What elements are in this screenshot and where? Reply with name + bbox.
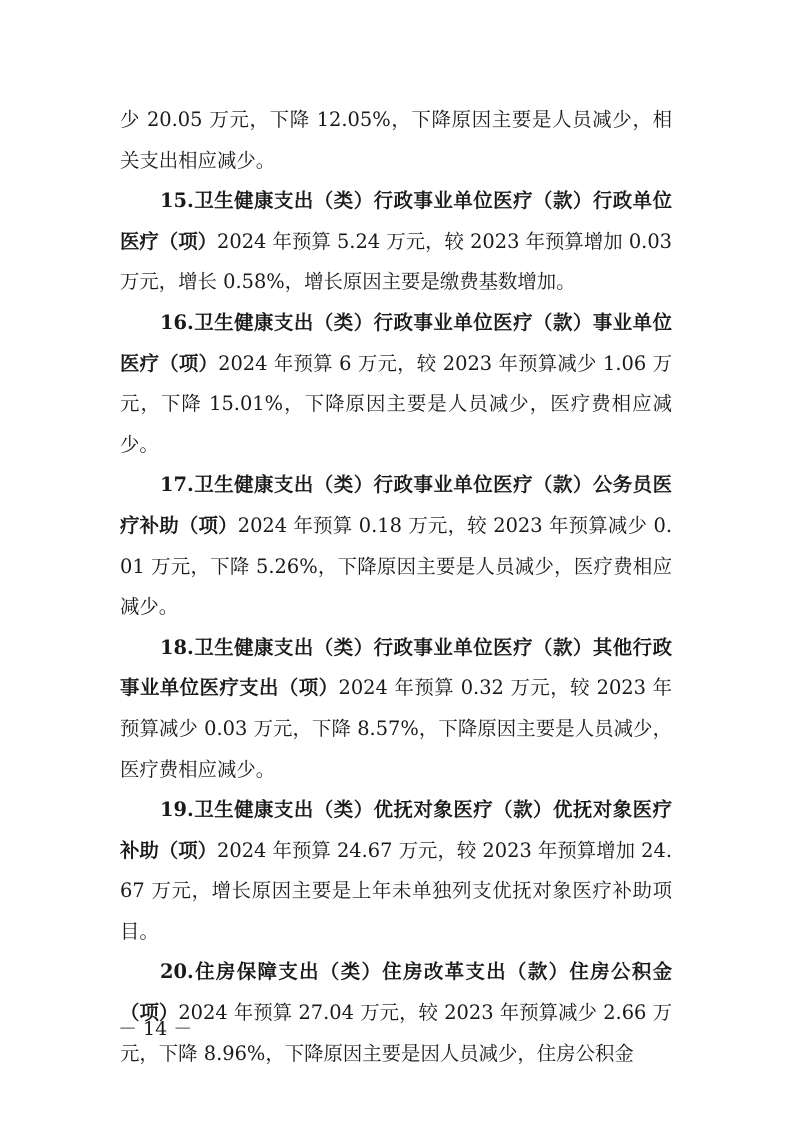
item-paragraph-17 <box>120 465 672 627</box>
item-paragraph-19 <box>120 790 672 952</box>
item-heading: 18.卫生健康支出（类）行政事业单位医疗（款）其他行政事业单位医疗支出（项） <box>120 635 672 700</box>
item-body: 2024 年预算 0.32 万元，较 2023 年预算减少 0.03 万元，下降 8.57%，下降原因主要是人员减少，医疗费相应减少。 <box>120 676 672 781</box>
item-paragraph-16 <box>120 303 672 465</box>
item-paragraph-20 <box>120 952 672 1074</box>
document-body <box>120 100 672 1074</box>
item-heading: 19.卫生健康支出（类）优抚对象医疗（款）优抚对象医疗补助（项） <box>120 798 672 862</box>
item-heading: 15.卫生健康支出（类）行政事业单位医疗（款）行政单位医疗（项） <box>120 189 672 253</box>
item-heading: 20.住房保障支出（类）住房改革支出（款）住房公积金（项） <box>120 960 672 1025</box>
item-body: 2024 年预算 6 万元，较 2023 年预算减少 1.06 万元，下降 15.01%，下降原因主要是人员减少，医疗费相应减少。 <box>120 351 672 456</box>
page-number: － 14 － <box>118 1018 193 1040</box>
continuation-paragraph: 少 20.05 万元，下降 12.05%，下降原因主要是人员减少，相关支出相应减少。 <box>120 108 672 172</box>
item-heading: 16.卫生健康支出（类）行政事业单位医疗（款）事业单位医疗（项） <box>120 310 672 375</box>
item-body: 2024 年预算 24.67 万元，较 2023 年预算增加 24.67 万元，增长原因主要是上年未单独列支优抚对象医疗补助项目。 <box>120 838 673 943</box>
item-paragraph-18 <box>120 628 672 790</box>
item-paragraph-15 <box>120 181 672 303</box>
item-body: 2024 年预算 5.24 万元，较 2023 年预算增加 0.03 万元，增长 0.58%，增长原因主要是缴费基数增加。 <box>120 229 673 294</box>
item-body: 2024 年预算 27.04 万元，较 2023 年预算减少 2.66 万元，下降 8.96%，下降原因主要是因人员减少，住房公积金 <box>120 1001 673 1065</box>
item-heading: 17.卫生健康支出（类）行政事业单位医疗（款）公务员医疗补助（项） <box>120 473 672 537</box>
item-body: 2024 年预算 0.18 万元，较 2023 年预算减少 0.01 万元，下降 5.26%，下降原因主要是人员减少，医疗费相应减少。 <box>120 513 672 619</box>
